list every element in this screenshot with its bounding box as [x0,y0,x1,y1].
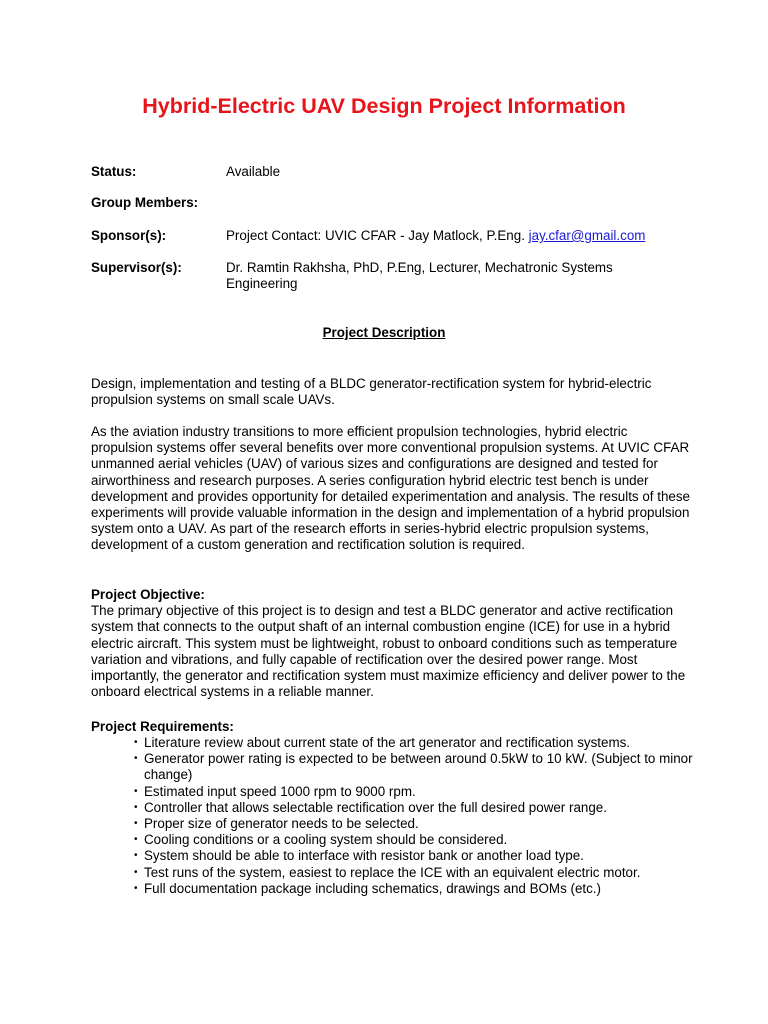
list-item: • Controller that allows selectable rectification over the full desired power range. [134,800,694,816]
list-item: • System should be able to interface with resistor bank or another load type. [134,848,694,864]
description-intro: Design, implementation and testing of a BLDC generator-rectification system for hybrid-electric propulsion systems on small scale UAVs. [91,376,652,408]
project-description-heading: Project Description [322,325,446,340]
requirements-list [134,735,694,897]
requirements-heading: Project Requirements: [91,719,234,734]
sponsor-email-link[interactable]: jay.cfar@gmail.com [528,228,646,243]
list-item: • Full documentation package including schematics, drawings and BOMs (etc.) [134,881,694,897]
sponsor-contact: Project Contact: UVIC CFAR - Jay Matlock, P.Eng. [226,228,529,243]
sponsor-value [226,228,686,244]
supervisor-value: Dr. Ramtin Rakhsha, PhD, P.Eng, Lecturer, Mechatronic Systems Engineering [226,260,613,291]
list-item: • Cooling conditions or a cooling system should be considered. [134,832,694,848]
group-members-label: Group Members: [91,195,199,210]
supervisor-label: Supervisor(s): [91,260,182,275]
objective-heading: Project Objective: [91,587,205,602]
status-label: Status: [91,164,137,179]
list-item: • Estimated input speed 1000 rpm to 9000 rpm. [134,784,694,800]
list-item: • Literature review about current state of the art generator and rectification systems. [134,735,694,751]
status-value: Available [226,164,281,179]
project-objective [91,587,691,700]
objective-text: The primary objective of this project is to design and test a BLDC generator and active rectification system that connects to the output shaft of an internal combustion engine (ICE) for use in a hybrid electric aircraft. This system must be lightweight, robust to onboard conditions such as temperature variation and vibrations, and fully capable of rectification over the desired power range. Most importantly, the generator and rectification system must maximize efficiency and deliver power to the onboard electrical systems in a reliable manner. [91,603,686,700]
document-title: Hybrid-Electric UAV Design Project Information [142,94,626,118]
project-requirements [91,719,691,735]
list-item: • Test runs of the system, easiest to replace the ICE with an equivalent electric motor. [134,865,694,881]
description-background: As the aviation industry transitions to more efficient propulsion technologies, hybrid electric propulsion systems offer several benefits over more conventional propulsion systems. At UVIC CFAR unmanned aerial vehicles (UAV) of various sizes and configurations are designed and tested for airworthiness and research purposes. A series configuration hybrid electric test bench is under development and provides opportunity for detailed experimentation and analysis. The results of these experiments will provide valuable information in the design and implementation of a hybrid propulsion system onto a UAV. As part of the research efforts in series-hybrid electric propulsion systems, development of a custom generation and rectification solution is required. [91,424,690,553]
sponsor-label: Sponsor(s): [91,228,167,243]
list-item: • Proper size of generator needs to be selected. [134,816,694,832]
list-item: • Generator power rating is expected to be between around 0.5kW to 10 kW. (Subject to minor change) [134,751,694,783]
